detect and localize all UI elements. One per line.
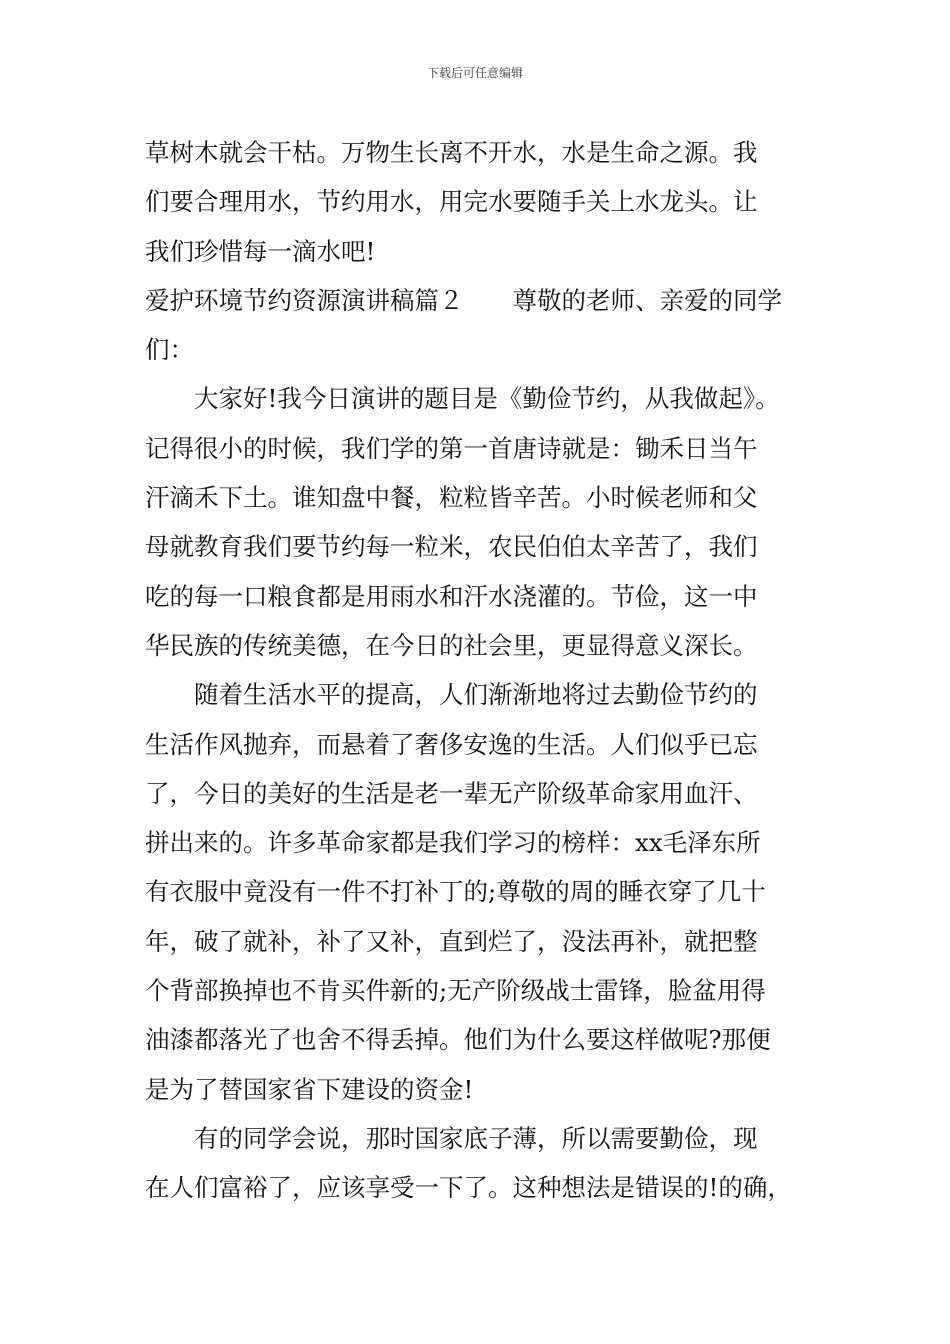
text-line: 年，破了就补，补了又补，直到烂了，没法再补，就把整 [145,926,758,956]
text-line: 油漆都落光了也舍不得丢掉。他们为什么要这样做呢?那便 [145,1025,771,1055]
document-body [145,128,815,1213]
text-line: 是为了替国家省下建设的资金! [145,1074,474,1104]
text-line: 拼出来的。许多革命家都是我们学习的榜样：xx毛泽东所 [145,828,761,858]
page-header: 下载后可任意编辑 [426,66,523,80]
paragraph-start-line: 有的同学会说，那时国家底子薄，所以需要勤俭，现 [194,1123,758,1153]
text-line: 个背部换掉也不肯买件新的;无产阶级战士雷锋，脸盆用得 [145,976,766,1006]
section-title-line: 爱护环境节约资源演讲稿篇２ 尊敬的老师、亲爱的同学 [145,285,782,315]
paragraph-start-line: 随着生活水平的提高，人们渐渐地将过去勤俭节约的 [194,680,758,710]
text-line: 生活作风抛弃，而悬着了奢侈安逸的生活。人们似乎已忘 [145,729,758,759]
text-line: 草树木就会干枯。万物生长离不开水，水是生命之源。我 [145,138,758,167]
text-line: 我们珍惜每一滴水吧! [145,236,376,266]
text-line: 吃的每一口粮食都是用雨水和汗水浇灌的。节俭，这一中 [145,581,758,611]
text-line: 母就教育我们要节约每一粒米，农民伯伯太辛苦了，我们 [145,532,758,562]
text-line: 在人们富裕了，应该享受一下了。这种想法是错误的!的确， [145,1173,792,1203]
paragraph-start-line: 大家好!我今日演讲的题目是《勤俭节约，从我做起》。 [194,384,780,414]
text-line: 华民族的传统美德，在今日的社会里，更显得意义深长。 [145,630,758,660]
text-line: 有衣服中竟没有一件不打补丁的;尊敬的周的睡衣穿了几十 [145,877,766,907]
text-line: 们： [145,335,194,365]
text-line: 记得很小的时候，我们学的第一首唐诗就是：锄禾日当午 [145,433,758,463]
text-line: 们要合理用水，节约用水，用完水要随手关上水龙头。让 [145,187,758,217]
text-line: 了，今日的美好的生活是老一辈无产阶级革命家用血汗、 [145,778,758,808]
text-line: 汗滴禾下土。谁知盘中餐，粒粒皆辛苦。小时候老师和父 [145,483,758,513]
